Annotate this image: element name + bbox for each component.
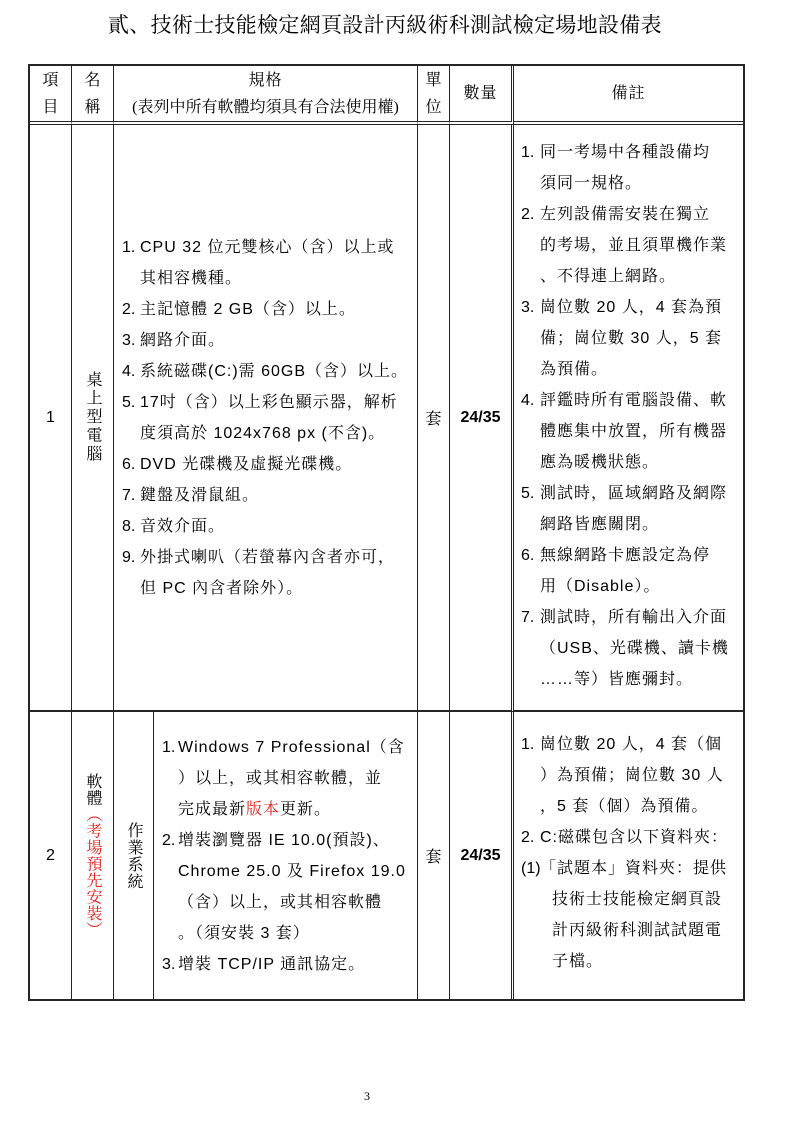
spec-line: （含）以上，或其相容軟體 bbox=[178, 893, 383, 911]
spec-item bbox=[122, 511, 417, 542]
spec-text: Windows 7 Professional（含 bbox=[178, 738, 405, 756]
spec-line bbox=[162, 825, 417, 856]
spec-line bbox=[122, 356, 417, 387]
spec-line: 但 PC 內含者除外）。 bbox=[140, 579, 304, 597]
header-name bbox=[72, 66, 114, 125]
spec-item-number: 1. bbox=[162, 738, 176, 756]
spec-line bbox=[122, 542, 417, 573]
equipment-table bbox=[28, 64, 745, 1001]
row-1-name: 桌上型電腦 bbox=[84, 371, 101, 464]
remark-line: 為預備。 bbox=[540, 361, 609, 378]
remark-number: 6. bbox=[521, 547, 535, 564]
remark-text: 無線網路卡應設定為停 bbox=[540, 547, 711, 564]
remark-item bbox=[521, 292, 743, 385]
remark-line bbox=[521, 540, 743, 571]
spec-line bbox=[162, 732, 417, 763]
spec-item bbox=[122, 325, 417, 356]
spec-item-number: 4. bbox=[122, 362, 136, 380]
header-spec bbox=[114, 66, 418, 125]
spec-item bbox=[122, 356, 417, 387]
remark-number: 1. bbox=[521, 144, 535, 161]
remark-line bbox=[521, 853, 743, 884]
remark-line bbox=[521, 385, 743, 416]
row-1-unit bbox=[418, 125, 450, 712]
remark-line: 、不得連上網路。 bbox=[540, 268, 677, 285]
spec-line bbox=[122, 511, 417, 542]
page-number: 3 bbox=[364, 1089, 370, 1103]
spec-item-number: 7. bbox=[122, 486, 136, 504]
remark-line: 技術士技能檢定網頁設 bbox=[552, 891, 723, 908]
spec-text: 增裝 TCP/IP 通訊協定。 bbox=[178, 955, 366, 973]
row-2-qty bbox=[450, 712, 514, 999]
remark-number: 4. bbox=[521, 392, 535, 409]
header-item-label: 項目 bbox=[42, 71, 59, 116]
remark-text: 「試題本」資料夾：提供 bbox=[540, 860, 728, 877]
remark-number: 5. bbox=[521, 485, 535, 502]
spec-text: 主記憶體 2 GB（含）以上。 bbox=[140, 300, 356, 318]
spec-text: DVD 光碟機及虛擬光碟機。 bbox=[140, 455, 353, 473]
row-2-unit bbox=[418, 712, 450, 999]
remark-number: 7. bbox=[521, 609, 535, 626]
header-item bbox=[30, 66, 72, 125]
remark-line: ）為預備；崗位數 30 人 bbox=[540, 767, 724, 784]
remark-line: 計丙級術科測試試題電 bbox=[552, 922, 723, 939]
spec-text: 外掛式喇叭（若螢幕內含者亦可， bbox=[140, 548, 396, 566]
remark-item bbox=[521, 729, 743, 822]
row-2-remarks bbox=[514, 712, 743, 999]
row-2-qty-text: 24/35 bbox=[460, 846, 501, 864]
remark-line: ……等）皆應彌封。 bbox=[540, 671, 694, 688]
remark-line: 體應集中放置，所有機器 bbox=[540, 423, 728, 440]
spec-highlight-text: 版本 bbox=[246, 800, 281, 818]
spec-item-number: 6. bbox=[122, 455, 136, 473]
spec-line bbox=[122, 480, 417, 511]
remark-text: C:磁碟包含以下資料夾： bbox=[540, 829, 729, 846]
spec-line: ）以上，或其相容軟體，並 bbox=[178, 769, 383, 787]
spec-item-number: 9. bbox=[122, 548, 136, 566]
spec-item-number: 3. bbox=[122, 331, 136, 349]
header-qty bbox=[450, 66, 514, 125]
remark-text: 測試時，所有輸出入介面 bbox=[540, 609, 728, 626]
spec-item bbox=[122, 449, 417, 480]
remark-number: 2. bbox=[521, 829, 535, 846]
spec-line bbox=[122, 232, 417, 263]
spec-item-number: 5. bbox=[122, 393, 136, 411]
row-2-name bbox=[81, 773, 104, 938]
spec-text: 系統磁碟(C:)需 60GB（含）以上。 bbox=[140, 362, 409, 380]
row-2-category-cell bbox=[114, 712, 154, 999]
header-remark bbox=[514, 66, 743, 125]
remark-line: 用（Disable）。 bbox=[540, 578, 661, 595]
row-2-item-number: 2 bbox=[46, 846, 55, 864]
spec-item bbox=[122, 294, 417, 325]
spec-item bbox=[122, 542, 417, 604]
spec-text: 增裝瀏覽器 IE 10.0(預設)、 bbox=[178, 831, 390, 849]
remark-line: 應為暖機狀態。 bbox=[540, 454, 660, 471]
spec-line bbox=[162, 949, 417, 980]
row-1-item bbox=[30, 125, 72, 712]
row-1-qty-text: 24/35 bbox=[460, 408, 501, 426]
remark-line bbox=[521, 602, 743, 633]
remark-item bbox=[521, 540, 743, 602]
header-spec-note: (表列中所有軟體均須具有合法使用權) bbox=[132, 98, 399, 116]
row-1-spec bbox=[114, 125, 418, 712]
spec-text: 網路介面。 bbox=[140, 331, 226, 349]
spec-item-number: 3. bbox=[162, 955, 176, 973]
remark-item bbox=[521, 602, 743, 695]
spec-line bbox=[122, 294, 417, 325]
row-1-name-cell bbox=[72, 125, 114, 712]
remark-number: 1. bbox=[521, 736, 535, 753]
remark-item bbox=[521, 478, 743, 540]
remark-line bbox=[521, 478, 743, 509]
remark-line bbox=[521, 137, 743, 168]
remark-number: (1) bbox=[521, 860, 541, 877]
spec-line bbox=[122, 387, 417, 418]
remark-item bbox=[521, 853, 743, 977]
spec-item-number: 1. bbox=[122, 238, 136, 256]
remark-item bbox=[521, 385, 743, 478]
remark-line: 的考場，並且須單機作業 bbox=[540, 237, 728, 254]
remark-line bbox=[521, 729, 743, 760]
remark-line: 子檔。 bbox=[552, 953, 604, 970]
row-2-unit-text: 套 bbox=[425, 849, 442, 866]
remark-item bbox=[521, 822, 743, 853]
row-2-name-cell bbox=[72, 712, 114, 999]
spec-item bbox=[122, 480, 417, 511]
header-spec-label: 規格 bbox=[248, 71, 283, 89]
spec-line bbox=[122, 325, 417, 356]
remark-line: （USB、光碟機、讀卡機 bbox=[540, 640, 729, 657]
remark-number: 2. bbox=[521, 206, 535, 223]
spec-item-number: 2. bbox=[162, 831, 176, 849]
row-2-item bbox=[30, 712, 72, 999]
remark-line: 備；崗位數 30 人，5 套 bbox=[540, 330, 723, 347]
row-1-item-number: 1 bbox=[46, 408, 55, 426]
row-1-unit-text: 套 bbox=[425, 411, 442, 428]
header-remark-label: 備註 bbox=[611, 84, 646, 102]
remark-line: ，5 套（個）為預備。 bbox=[540, 798, 709, 815]
spec-text: 完成最新 bbox=[178, 800, 247, 818]
header-qty-label: 數量 bbox=[463, 84, 498, 102]
spec-line bbox=[178, 794, 417, 825]
spec-line: 其相容機種。 bbox=[140, 269, 243, 287]
remark-line: 須同一規格。 bbox=[540, 175, 643, 192]
remark-item bbox=[521, 199, 743, 292]
spec-text: 音效介面。 bbox=[140, 517, 226, 535]
spec-item-number: 8. bbox=[122, 517, 136, 535]
spec-item bbox=[122, 232, 417, 294]
remark-text: 崗位數 20 人，4 套為預 bbox=[540, 299, 723, 316]
spec-line bbox=[122, 449, 417, 480]
spec-line: Chrome 25.0 及 Firefox 19.0 bbox=[178, 862, 406, 880]
spec-text: 17吋（含）以上彩色顯示器，解析 bbox=[140, 393, 398, 411]
header-name-label: 名稱 bbox=[84, 71, 101, 116]
row-1-qty bbox=[450, 125, 514, 712]
spec-text: 更新。 bbox=[280, 800, 332, 818]
spec-line: 。（須安裝 3 套） bbox=[178, 924, 310, 942]
spec-item bbox=[122, 387, 417, 449]
spec-line: 度須高於 1024x768 px (不含)。 bbox=[140, 424, 386, 442]
remark-number: 3. bbox=[521, 299, 535, 316]
header-unit-label: 單位 bbox=[425, 71, 442, 116]
remark-text: 評鑑時所有電腦設備、軟 bbox=[540, 392, 728, 409]
remark-line bbox=[521, 199, 743, 230]
remark-text: 左列設備需安裝在獨立 bbox=[540, 206, 711, 223]
spec-text: 鍵盤及滑鼠組。 bbox=[140, 486, 260, 504]
remark-text: 同一考場中各種設備均 bbox=[540, 144, 711, 161]
row-2-spec bbox=[154, 712, 418, 999]
remark-line bbox=[521, 292, 743, 323]
spec-item bbox=[162, 825, 417, 949]
row-2-name-note: （考場預先安裝） bbox=[84, 806, 101, 938]
page-title: 貳、技術士技能檢定網頁設計丙級術科測試檢定場地設備表 bbox=[108, 13, 662, 37]
remark-text: 測試時，區域網路及網際 bbox=[540, 485, 728, 502]
spec-text: CPU 32 位元雙核心（含）以上或 bbox=[140, 238, 395, 256]
remark-item bbox=[521, 137, 743, 199]
row-2-name-text: 軟體 bbox=[84, 773, 101, 806]
remark-line bbox=[521, 822, 743, 853]
spec-item-number: 2. bbox=[122, 300, 136, 318]
row-2-category: 作業系統 bbox=[125, 821, 142, 890]
remark-line: 網路皆應關閉。 bbox=[540, 516, 660, 533]
row-1-remarks bbox=[514, 125, 743, 712]
spec-item bbox=[162, 732, 417, 825]
spec-item bbox=[162, 949, 417, 980]
remark-text: 崗位數 20 人，4 套（個 bbox=[540, 736, 723, 753]
header-unit bbox=[418, 66, 450, 125]
